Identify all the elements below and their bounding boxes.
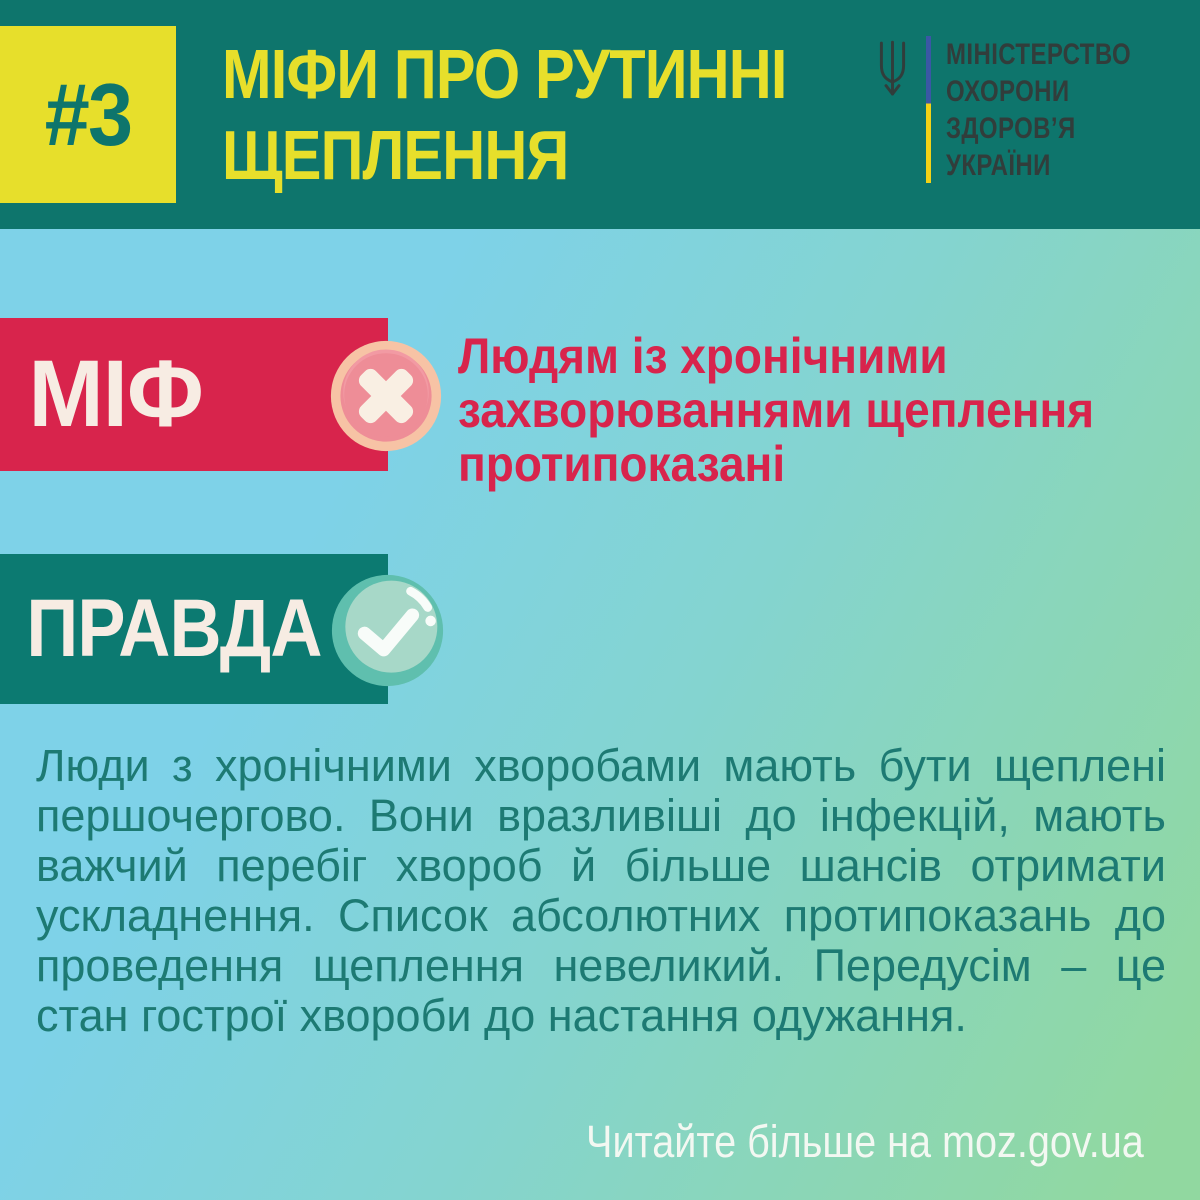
ministry-name-line: ОХОРОНИ: [945, 75, 1070, 108]
myth-label: МІФ: [28, 341, 203, 447]
myth-statement-line: протипоказані: [458, 436, 786, 492]
ministry-name: [946, 36, 1131, 184]
page-title-line2: ЩЕПЛЕННЯ: [222, 116, 569, 194]
issue-number-badge: [0, 26, 176, 203]
page-title-line1: МІФИ ПРО РУТИННІ: [222, 35, 787, 113]
ukraine-trident-icon: [874, 38, 911, 100]
myth-statement: [458, 329, 1094, 491]
header-band: [0, 0, 1200, 229]
check-circle-icon: [330, 573, 445, 688]
footer-read-more: Читайте більше на moz.gov.ua: [586, 1116, 1144, 1167]
truth-explanation: Люди з хронічними хворобами мають бути щеплені першочергово. Вони вразливіші до інфекцій, мають важчий перебіг хвороб й більше шансів отримати ускладнення. Список абсолютних протипоказань до проведення щеплення невеликий. Передусім – це стан гострої хвороби до настання одужання.: [36, 740, 1166, 1041]
page-title: [222, 34, 787, 196]
ministry-name-line: ЗДОРОВ’Я: [945, 112, 1076, 145]
ministry-logo-block: [874, 36, 1177, 184]
flag-divider-bar: [926, 36, 931, 183]
truth-label: ПРАВДА: [26, 583, 322, 674]
myth-statement-line: Людям із хронічними: [458, 328, 948, 384]
ministry-name-line: МІНІСТЕРСТВО: [945, 38, 1131, 71]
issue-number: #3: [44, 64, 132, 164]
x-circle-icon: [329, 339, 443, 453]
myth-statement-line: захворюваннями щеплення: [458, 382, 1095, 438]
ministry-name-line: УКРАЇНИ: [945, 149, 1051, 182]
